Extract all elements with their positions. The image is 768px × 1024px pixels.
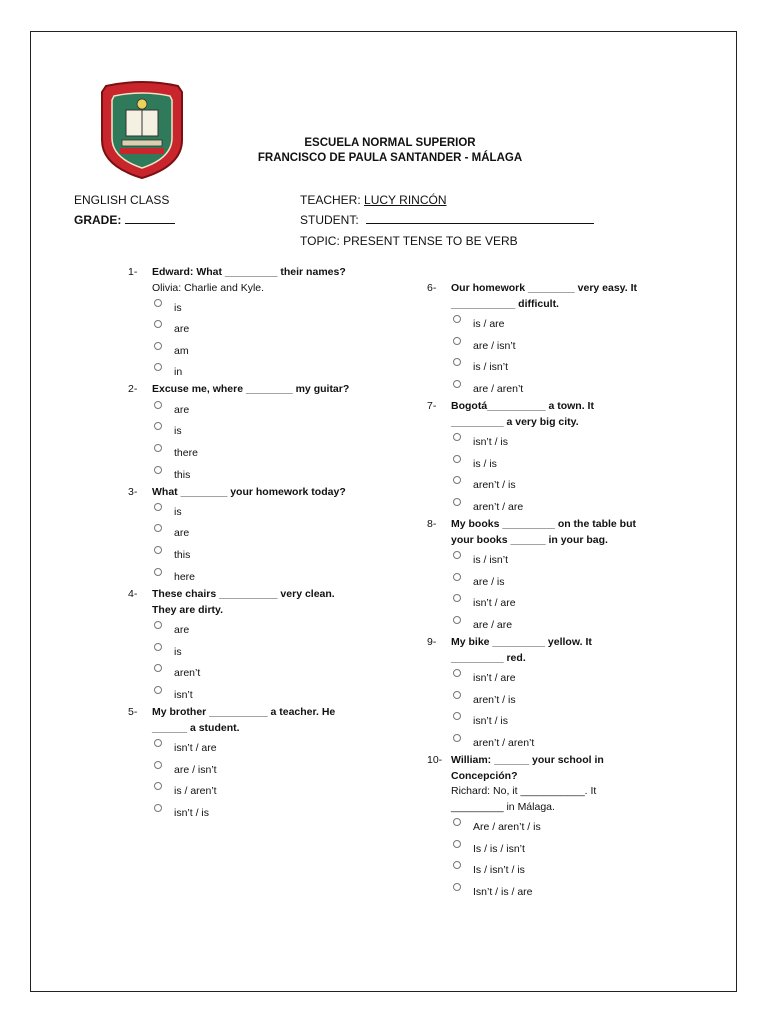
question-line: My brother __________ a teacher. He <box>152 706 336 718</box>
answer-option-label: are / is <box>473 576 505 588</box>
radio-button-icon[interactable] <box>453 669 461 677</box>
radio-button-icon[interactable] <box>154 643 162 651</box>
class-label: ENGLISH CLASS <box>74 193 170 207</box>
student-label: STUDENT: <box>300 213 359 227</box>
answer-option-label: aren’t / aren’t <box>473 737 535 749</box>
answer-option-label: here <box>174 571 196 583</box>
question-number: 2- <box>128 383 138 395</box>
topic-label: TOPIC: PRESENT TENSE TO BE VERB <box>300 234 518 248</box>
answer-option-label: is <box>174 506 182 518</box>
radio-button-icon[interactable] <box>453 691 461 699</box>
answer-option-label: are <box>174 527 190 539</box>
question-line: Our homework ________ very easy. It <box>451 282 637 294</box>
question-line: _________ a very big city. <box>451 415 579 428</box>
radio-button-icon[interactable] <box>154 804 162 812</box>
question-line: your books ______ in your bag. <box>451 533 608 546</box>
radio-button-icon[interactable] <box>453 498 461 506</box>
radio-button-icon[interactable] <box>453 337 461 345</box>
answer-option-label: in <box>174 366 183 378</box>
radio-button-icon[interactable] <box>453 315 461 323</box>
grade-blank[interactable] <box>125 212 175 224</box>
answer-option-label: isn’t / is <box>473 436 509 448</box>
answer-option-label: aren’t / are <box>473 501 524 513</box>
radio-button-icon[interactable] <box>453 380 461 388</box>
radio-button-icon[interactable] <box>453 712 461 720</box>
question-line: Edward: What _________ their names? <box>152 266 346 278</box>
radio-button-icon[interactable] <box>154 342 162 350</box>
answer-option-label: Isn’t / is / are <box>473 886 533 898</box>
answer-option-label: is / is <box>473 458 497 470</box>
grade-row <box>74 212 175 227</box>
question-line: _________ red. <box>451 651 526 664</box>
question-line: Concepción? <box>451 769 518 782</box>
answer-option-label: is / isn’t <box>473 361 509 373</box>
answer-option-label: aren’t / is <box>473 694 516 706</box>
question-text <box>152 587 335 618</box>
answer-option-label: is / aren’t <box>174 785 217 797</box>
question-line: Excuse me, where ________ my guitar? <box>152 383 350 395</box>
radio-button-icon[interactable] <box>453 616 461 624</box>
radio-button-icon[interactable] <box>154 761 162 769</box>
radio-button-icon[interactable] <box>154 466 162 474</box>
school-heading <box>190 136 590 166</box>
question-number: 5- <box>128 706 138 718</box>
answer-option-label: Are / aren’t / is <box>473 821 541 833</box>
question-text <box>152 382 349 398</box>
question-number: 7- <box>427 400 437 412</box>
radio-button-icon[interactable] <box>154 621 162 629</box>
answer-option-label: this <box>174 549 191 561</box>
question-text <box>451 753 604 815</box>
radio-button-icon[interactable] <box>154 503 162 511</box>
question-text <box>152 265 346 296</box>
answer-option-label: is <box>174 646 182 658</box>
radio-button-icon[interactable] <box>154 299 162 307</box>
question-text <box>152 705 335 736</box>
answer-option-label: are / isn’t <box>174 764 217 776</box>
radio-button-icon[interactable] <box>154 686 162 694</box>
answer-option-label: are / are <box>473 619 513 631</box>
answer-option-label: are <box>174 624 190 636</box>
question-text <box>451 399 594 430</box>
answer-option-label: isn’t / are <box>473 672 516 684</box>
answer-option-label: is / isn’t <box>473 554 509 566</box>
radio-button-icon[interactable] <box>154 782 162 790</box>
answer-option-label: isn’t / are <box>174 742 217 754</box>
answer-option-label: are <box>174 404 190 416</box>
answer-option-label: are / aren’t <box>473 383 524 395</box>
answer-option-label: Is / is / isn’t <box>473 843 525 855</box>
radio-button-icon[interactable] <box>453 573 461 581</box>
radio-button-icon[interactable] <box>453 476 461 484</box>
radio-button-icon[interactable] <box>453 594 461 602</box>
radio-button-icon[interactable] <box>453 861 461 869</box>
school-crest-logo <box>98 80 186 180</box>
radio-button-icon[interactable] <box>453 433 461 441</box>
grade-label: GRADE: <box>74 213 122 227</box>
radio-button-icon[interactable] <box>453 455 461 463</box>
radio-button-icon[interactable] <box>453 818 461 826</box>
answer-option-label: is <box>174 302 182 314</box>
radio-button-icon[interactable] <box>453 358 461 366</box>
question-number: 3- <box>128 486 138 498</box>
question-line: My bike _________ yellow. It <box>451 636 592 648</box>
question-line: ___________ difficult. <box>451 297 559 310</box>
answer-option-label: are / isn’t <box>473 340 516 352</box>
radio-button-icon[interactable] <box>154 444 162 452</box>
answer-option-label: am <box>174 345 189 357</box>
student-row <box>300 212 594 227</box>
question-line: ______ a student. <box>152 721 240 734</box>
radio-button-icon[interactable] <box>453 551 461 559</box>
answer-option-label: there <box>174 447 198 459</box>
question-number: 1- <box>128 266 138 278</box>
radio-button-icon[interactable] <box>154 664 162 672</box>
answer-option-label: aren’t <box>174 667 201 679</box>
question-dialogue: _________ in Málaga. <box>451 800 555 813</box>
answer-option-label: isn’t / is <box>473 715 509 727</box>
question-number: 6- <box>427 282 437 294</box>
answer-option-label: are <box>174 323 190 335</box>
question-number: 4- <box>128 588 138 600</box>
radio-button-icon[interactable] <box>154 568 162 576</box>
teacher-row <box>300 193 447 207</box>
question-line: My books _________ on the table but <box>451 518 636 530</box>
radio-button-icon[interactable] <box>453 734 461 742</box>
answer-option-label: is <box>174 425 182 437</box>
question-text <box>152 485 346 501</box>
answer-option-label: isn’t <box>174 689 193 701</box>
radio-button-icon[interactable] <box>154 401 162 409</box>
question-line: They are dirty. <box>152 603 223 616</box>
question-line: Bogotá__________ a town. It <box>451 400 594 412</box>
question-dialogue: Olivia: Charlie and Kyle. <box>152 281 265 294</box>
question-dialogue: Richard: No, it ___________. It <box>451 785 597 797</box>
question-number: 9- <box>427 636 437 648</box>
answer-option-label: isn’t / are <box>473 597 516 609</box>
teacher-label: TEACHER: <box>300 193 361 207</box>
question-text <box>451 635 592 666</box>
question-line: These chairs __________ very clean. <box>152 588 335 600</box>
radio-button-icon[interactable] <box>154 320 162 328</box>
radio-button-icon[interactable] <box>154 524 162 532</box>
answer-option-label: Is / isn’t / is <box>473 864 525 876</box>
question-number: 10- <box>427 754 443 766</box>
answer-option-label: this <box>174 469 191 481</box>
school-subtitle: FRANCISCO DE PAULA SANTANDER - MÁLAGA <box>257 152 523 164</box>
question-text <box>451 517 636 548</box>
answer-option-label: isn’t / is <box>174 807 210 819</box>
radio-button-icon[interactable] <box>154 739 162 747</box>
question-number: 8- <box>427 518 437 530</box>
question-line: What ________ your homework today? <box>152 486 346 498</box>
teacher-name: LUCY RINCÓN <box>364 193 447 207</box>
answer-option-label: is / are <box>473 318 505 330</box>
school-name: ESCUELA NORMAL SUPERIOR <box>304 137 476 149</box>
radio-button-icon[interactable] <box>453 840 461 848</box>
question-line: William: ______ your school in <box>451 754 604 766</box>
radio-button-icon[interactable] <box>154 422 162 430</box>
radio-button-icon[interactable] <box>453 883 461 891</box>
student-blank[interactable] <box>366 212 594 224</box>
question-text <box>451 281 637 312</box>
radio-button-icon[interactable] <box>154 363 162 371</box>
answer-option-label: aren’t / is <box>473 479 516 491</box>
radio-button-icon[interactable] <box>154 546 162 554</box>
